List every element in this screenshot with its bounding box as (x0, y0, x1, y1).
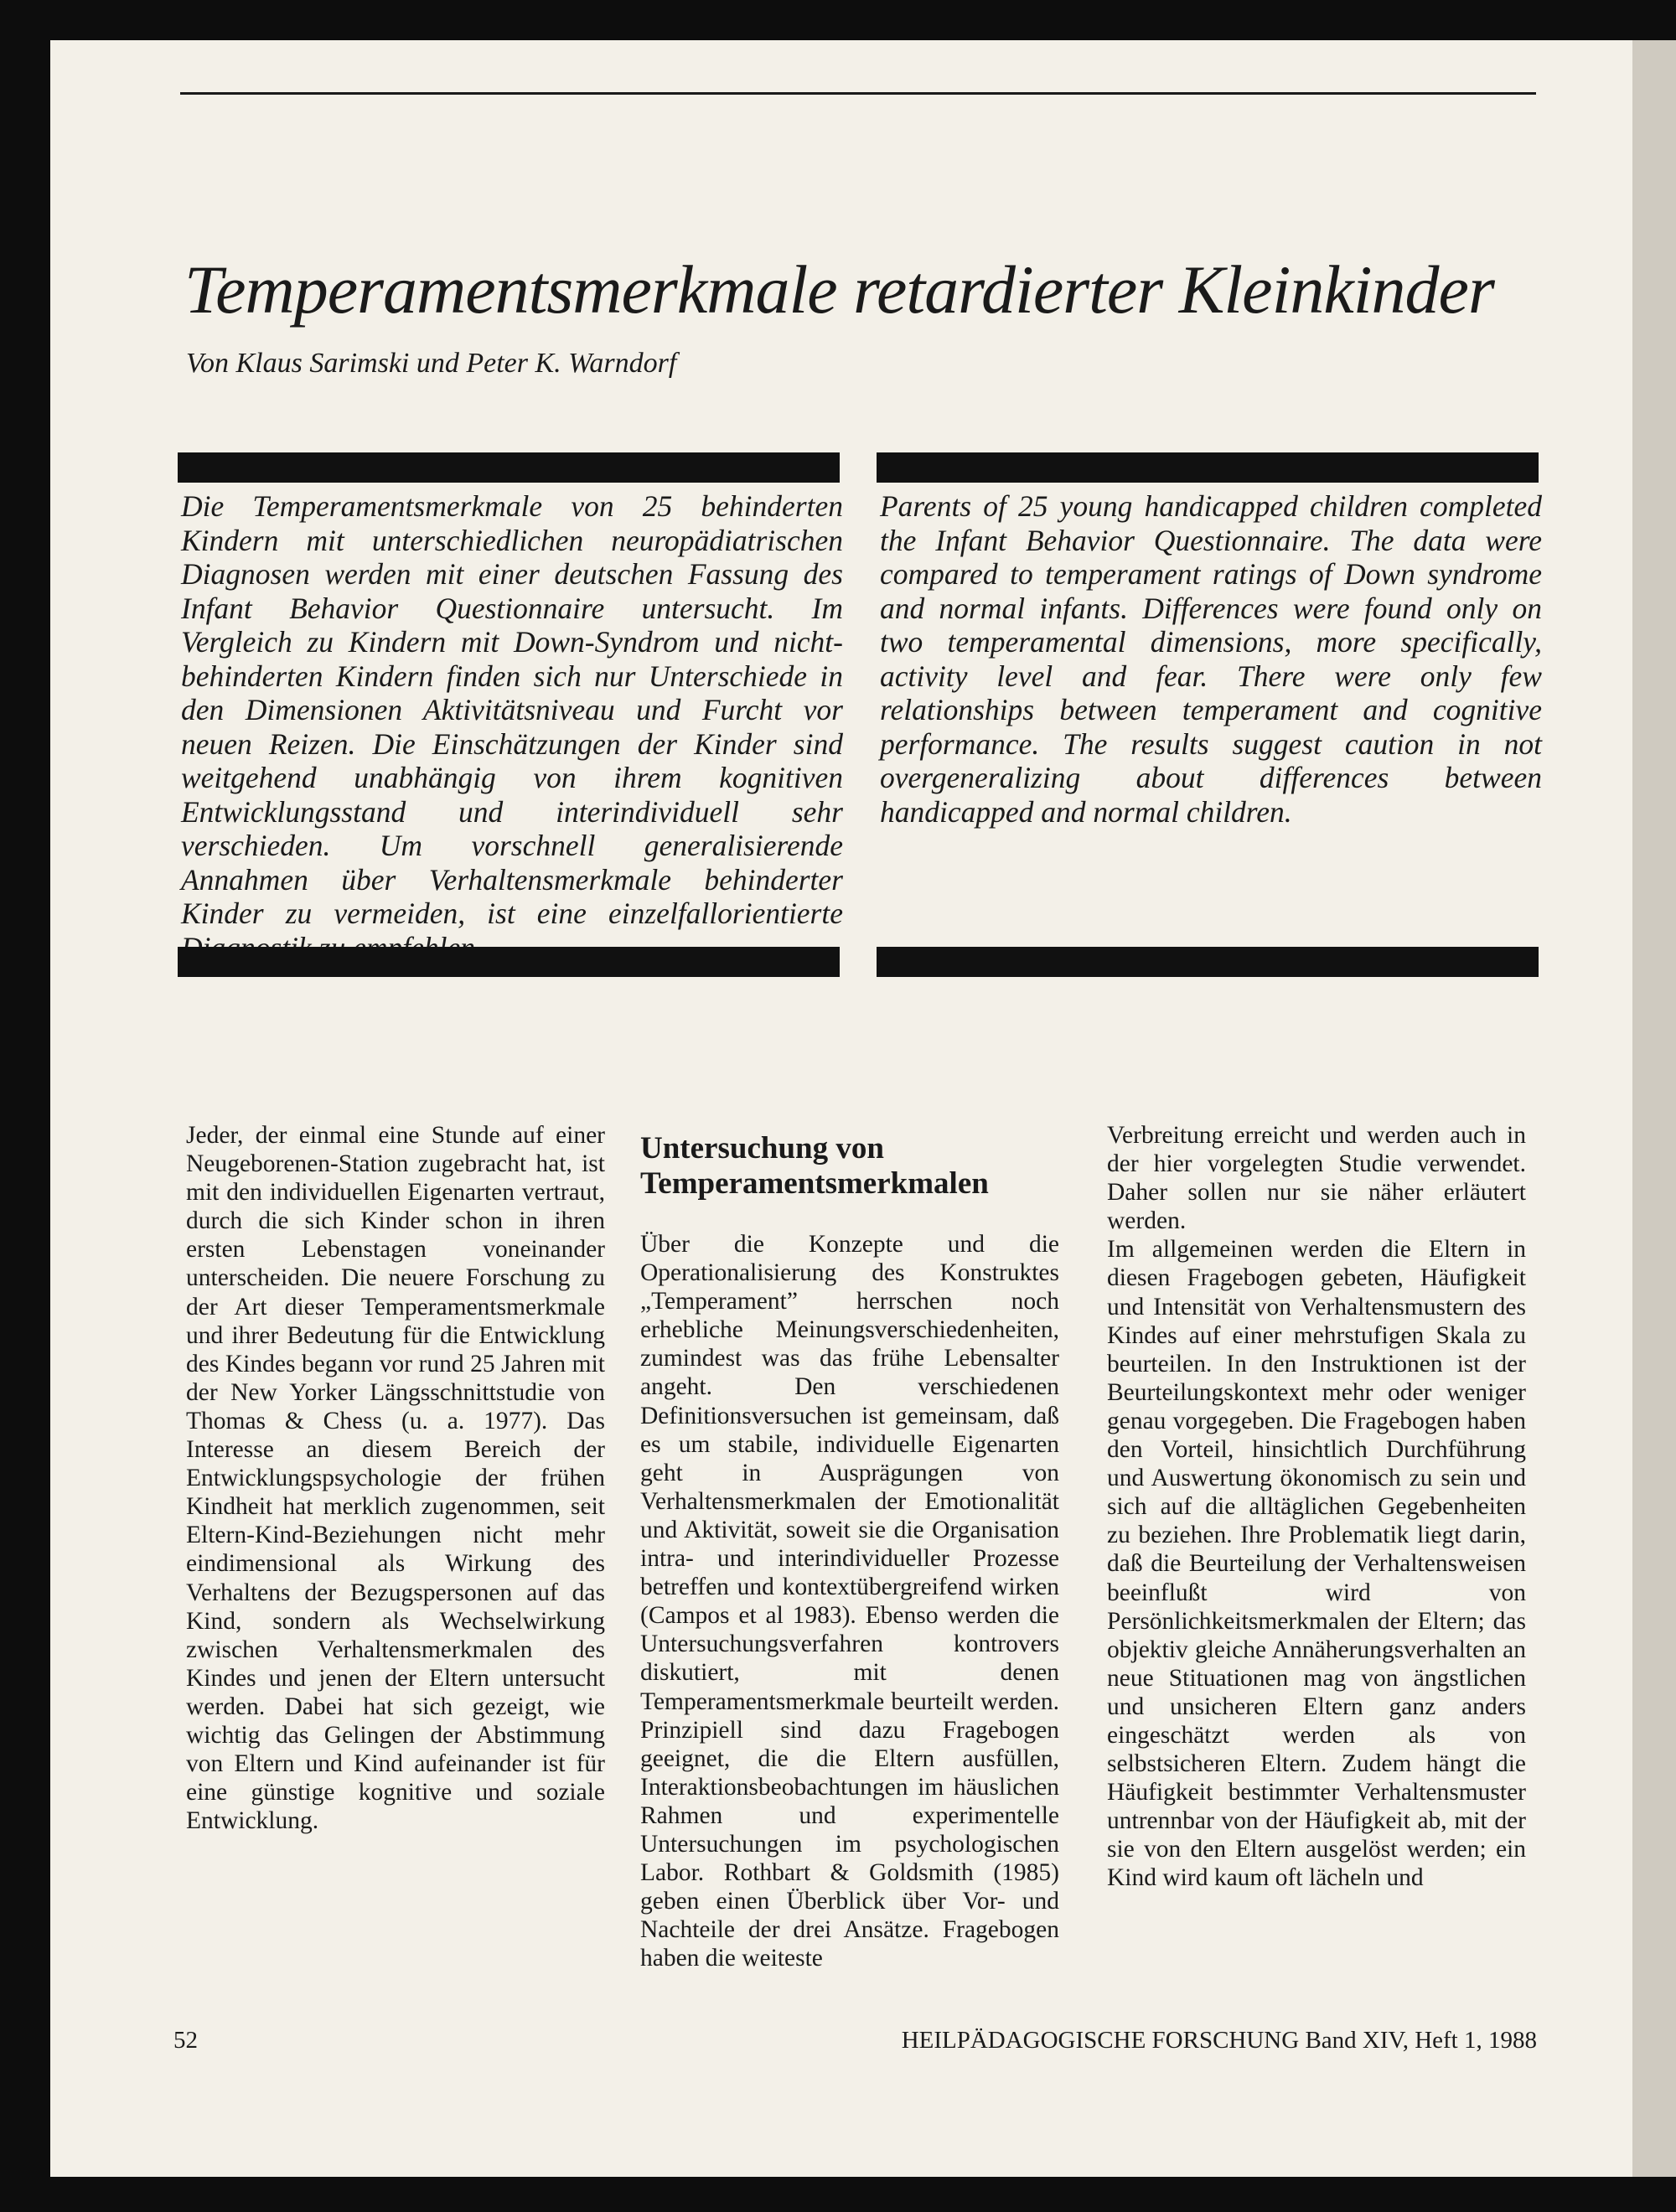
body-column-2 (640, 1121, 1059, 1972)
body-paragraph: Verbreitung erreicht und werden auch in der hier vorgelegten Studie verwendet. Daher sollen nur sie näher erläutert werden. (1107, 1122, 1526, 1235)
page-number: 52 (173, 2027, 198, 2054)
abstract-english: Parents of 25 young handicapped children completed the Infant Behavior Questionnaire. The data were compared to temperament ratings of Down syndrome and normal infants. Differences were found only on two temperamental dimensions, more specifically, activity level and fear. There were only few relationships between temperament and cognitive performance. The results suggest caution in not overgeneralizing about differences between handicapped and normal children. (880, 489, 1542, 829)
abstract-de-top-bar (178, 452, 840, 483)
abstract-de-bottom-bar (178, 947, 840, 977)
article-authors: Von Klaus Sarimski und Peter K. Warndorf (186, 348, 677, 379)
abstract-german: Die Temperamentsmerkmale von 25 behinderten Kindern mit unterschiedlichen neuropädiatrischen Diagnosen werden mit einer deutschen Fassung des Infant Behavior Questionnaire untersucht. Im Vergleich zu Kindern mit Down-Syndrom und nicht-behinderten Kindern finden sich nur Unterschiede in den Dimensionen Aktivitätsniveau und Furcht vor neuen Reizen. Die Einschätzungen der Kinder sind weitgehend unabhängig von ihrem kognitiven Entwicklungsstand und interindividuell sehr verschieden. Um vorschnell generalisierende Annahmen über Verhaltensmerkmale behinderter Kinder zu vermeiden, ist eine einzelfallorientierte (181, 489, 843, 930)
body-column-1 (186, 1121, 605, 1835)
section-heading: Untersuchung von Temperamentsmerkmalen (640, 1131, 989, 1201)
abstract-en-top-bar (877, 452, 1539, 483)
body-paragraph: Im allgemeinen werden die Eltern in diesen Fragebogen gebeten, Häufigkeit und Intensität von Verhaltensmustern des Kindes auf einer mehrstufigen Skala zu beurteilen. In den Instruktionen ist der Beurteilungskontext mehr oder weniger genau vorgegeben. Die Fragebogen haben den Vorteil, hinsichtlich Durchführung und Auswertung ökonomisch zu sein und sich auf die alltäglichen Gegebenheiten zu beziehen. Ihre Problematik liegt darin, daß die Beurteilung der Verhaltensweisen beeinflußt wird von Persönlichkeitsmerkmalen der Eltern; das objektiv gleiche Annäherungsverhalten an neue Stituationen mag von ängstlichen und unsicheren Eltern ganz anders eingeschätzt werden als von selbstsicheren Eltern. Zudem hängt die Häufigkeit bestimmter Verhaltensmuster untrennbar von der Häufigkeit ab, mit der sie von den Eltern ausgelöst werden; ein Kind wird kaum oft lächeln und (1107, 1236, 1526, 1892)
body-paragraph: Über die Konzepte und die Operationalisierung des Konstruktes „Temperament” herrschen noch erhebliche Meinungsverschiedenheiten, zumindest was das frühe Lebensalter angeht. Den verschiedenen Definitionsversuchen ist gemeinsam, daß es um stabile, individuelle Eigenarten geht in Ausprägungen von Verhaltensmerkmalen der Emotionalität und Aktivität, soweit sie die Organisation intra- und interindividueller Prozesse betreffen und kontextübergreifend wirken (Campos et al 1983). Ebenso werden die Untersuchungsverfahren kontrovers diskutiert, mit denen Temperamentsmerkmale beurteilt werden. Prinzipiell sind dazu Fragebogen geeignet, die die Eltern ausfüllen, Interaktionsbeobachtungen im häuslichen Rahmen und experimentelle Untersuchungen im psychologischen Labor. Rothbart & Goldsmith (1985) geben einen Überblick über Vor- und Nachteile der drei Ansätze. Fragebogen haben die weiteste (640, 1231, 1059, 1972)
journal-footer: HEILPÄDAGOGISCHE FORSCHUNG Band XIV, Heft 1, 1988 (901, 2027, 1537, 2054)
article-title: Temperamentsmerkmale retardierter Kleinkinder (184, 251, 1494, 328)
abstract-en-bottom-bar (877, 947, 1539, 977)
header-rule (180, 92, 1536, 95)
body-column-3 (1107, 1121, 1526, 1893)
journal-page (50, 40, 1632, 2177)
scan-edge (1632, 40, 1676, 2177)
body-paragraph: Jeder, der einmal eine Stunde auf einer Neugeborenen-Station zugebracht hat, ist mit den individuellen Eigenarten vertraut, durch die sich Kinder schon in ihren ersten Lebenstagen voneinander unterscheiden. Die neuere Forschung zu der Art dieser Temperamentsmerkmale und ihrer Bedeutung für die Entwicklung des Kindes begann vor rund 25 Jahren mit der New Yorker Längsschnittstudie von Thomas & Chess (u. a. 1977). Das Interesse an diesem Bereich der Entwicklungspsychologie der frühen Kindheit hat merklich zugenommen, seit Eltern-Kind-Beziehungen nicht mehr eindimensional als Wirkung des Verhaltens der Bezugspersonen auf das Kind, sondern als Wechselwirkung zwischen Verhaltensmerkmalen des Kindes und jenen der Eltern untersucht werden. Dabei hat sich gezeigt, wie wichtig das Gelingen der Abstimmung von Eltern und Kind aufeinander ist für eine günstige kognitive und soziale Entwicklung. (186, 1122, 605, 1835)
